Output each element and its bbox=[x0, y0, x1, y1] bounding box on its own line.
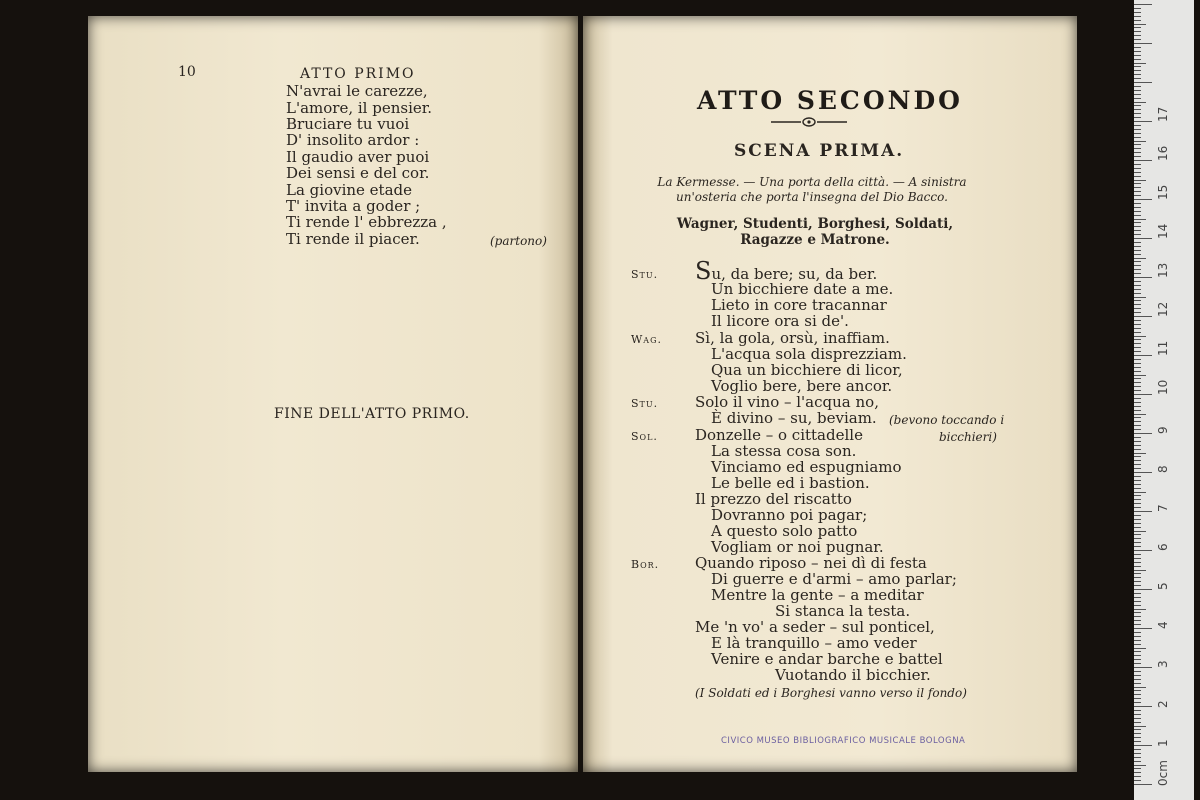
ruler-tick bbox=[1134, 437, 1141, 438]
ruler-tick bbox=[1134, 168, 1141, 169]
verse-line: E là tranquillo – amo veder bbox=[711, 634, 917, 652]
ruler-tick bbox=[1134, 480, 1141, 481]
ruler-tick bbox=[1134, 640, 1141, 641]
ruler-tick bbox=[1134, 148, 1141, 149]
library-stamp: CIVICO MUSEO BIBLIOGRAFICO MUSICALE BOLOGNA bbox=[721, 736, 966, 746]
ruler-tick bbox=[1134, 258, 1146, 259]
verse-line: Voglio bere, bere ancor. bbox=[711, 377, 893, 395]
verse-line: Dovranno poi pagar; bbox=[711, 506, 868, 524]
verse-line: Solo il vino – l'acqua no, bbox=[695, 393, 879, 411]
ruler-tick bbox=[1134, 445, 1141, 446]
ruler-tick bbox=[1134, 472, 1152, 473]
verse-line: Un bicchiere date a me. bbox=[711, 280, 894, 298]
ruler-tick bbox=[1134, 492, 1146, 493]
ruler-tick bbox=[1134, 180, 1146, 181]
ruler-tick bbox=[1134, 164, 1141, 165]
verse-line: T' invita a goder ; bbox=[286, 197, 421, 215]
ruler-tick bbox=[1134, 51, 1141, 52]
ruler-tick bbox=[1134, 745, 1152, 746]
ruler-tick bbox=[1134, 316, 1152, 317]
ruler-tick bbox=[1134, 339, 1141, 340]
ruler-label: 3 bbox=[1156, 660, 1170, 668]
ruler-tick bbox=[1134, 102, 1146, 103]
ruler-tick bbox=[1134, 199, 1152, 200]
ruler-tick bbox=[1134, 675, 1141, 676]
ruler-tick bbox=[1134, 273, 1141, 274]
ruler-tick bbox=[1134, 429, 1141, 430]
ruler-tick bbox=[1134, 616, 1141, 617]
ruler-tick bbox=[1134, 324, 1141, 325]
drop-cap: S bbox=[695, 257, 712, 285]
ruler-tick bbox=[1134, 503, 1141, 504]
ruler-tick bbox=[1134, 55, 1141, 56]
ruler-tick bbox=[1134, 546, 1141, 547]
ruler-tick bbox=[1134, 667, 1152, 668]
ruler-tick bbox=[1134, 737, 1141, 738]
ruler-tick bbox=[1134, 698, 1141, 699]
ruler-tick bbox=[1134, 308, 1141, 309]
ruler-tick bbox=[1134, 195, 1141, 196]
ruler-label: 5 bbox=[1156, 582, 1170, 590]
ruler-tick bbox=[1134, 66, 1141, 67]
ruler-tick bbox=[1134, 289, 1141, 290]
ruler-tick bbox=[1134, 176, 1141, 177]
ruler-tick bbox=[1134, 566, 1141, 567]
ruler-tick bbox=[1134, 550, 1152, 551]
running-head: ATTO PRIMO bbox=[300, 66, 416, 82]
ruler-tick bbox=[1134, 464, 1141, 465]
ruler-tick bbox=[1134, 722, 1141, 723]
stage-direction: (partono) bbox=[490, 234, 547, 248]
ruler-tick bbox=[1134, 24, 1146, 25]
speaker-label: Sol. bbox=[631, 430, 658, 443]
end-of-act-note: FINE DELL'ATTO PRIMO. bbox=[274, 406, 470, 422]
ruler-tick bbox=[1134, 780, 1141, 781]
verse-line: Su, da bere; su, da ber. bbox=[695, 257, 878, 285]
ruler-tick bbox=[1134, 694, 1141, 695]
verse-line: Il licore ora si de'. bbox=[711, 312, 849, 330]
ruler-tick bbox=[1134, 402, 1141, 403]
ruler-tick bbox=[1134, 417, 1141, 418]
ruler-tick bbox=[1134, 265, 1141, 266]
ruler-tick bbox=[1134, 714, 1141, 715]
ruler-tick bbox=[1134, 527, 1141, 528]
ruler-tick bbox=[1134, 761, 1141, 762]
verse-line: Me 'n vo' a seder – sul ponticel, bbox=[695, 618, 935, 636]
ruler-tick bbox=[1134, 749, 1141, 750]
ruler-tick bbox=[1134, 242, 1141, 243]
ruler-tick bbox=[1134, 702, 1141, 703]
ruler-tick bbox=[1134, 121, 1152, 122]
ruler-tick bbox=[1134, 648, 1146, 649]
verse-line: Quando riposo – nei dì di festa bbox=[695, 554, 927, 572]
verse-line: Bruciare tu vuoi bbox=[286, 115, 410, 133]
ruler-tick bbox=[1134, 359, 1141, 360]
ruler-tick bbox=[1134, 620, 1141, 621]
ruler-tick bbox=[1134, 577, 1141, 578]
ruler-tick bbox=[1134, 663, 1141, 664]
ruler-tick bbox=[1134, 488, 1141, 489]
ruler-tick bbox=[1134, 562, 1141, 563]
ruler-tick bbox=[1134, 250, 1141, 251]
ruler-tick bbox=[1134, 456, 1141, 457]
ruler-tick bbox=[1134, 343, 1141, 344]
ruler-tick bbox=[1134, 378, 1141, 379]
ruler-tick bbox=[1134, 203, 1141, 204]
ruler-tick bbox=[1134, 277, 1152, 278]
ruler-tick bbox=[1134, 43, 1152, 44]
ruler-tick bbox=[1134, 410, 1141, 411]
ruler-tick bbox=[1134, 300, 1141, 301]
characters-list: Wagner, Studenti, Borghesi, Soldati, bbox=[676, 216, 954, 232]
ruler-tick bbox=[1134, 90, 1141, 91]
ruler-tick bbox=[1134, 254, 1141, 255]
ruler-tick bbox=[1134, 113, 1141, 114]
ruler-tick bbox=[1134, 78, 1141, 79]
ruler-tick bbox=[1134, 371, 1141, 372]
stage-direction: (bevono toccando i bbox=[889, 413, 1005, 427]
verse-line: D' insolito ardor : bbox=[286, 131, 420, 149]
ruler-tick bbox=[1134, 710, 1141, 711]
ruler-tick bbox=[1134, 468, 1141, 469]
verse-line: A questo solo patto bbox=[711, 522, 858, 540]
ruler-tick bbox=[1134, 495, 1141, 496]
ruler-tick bbox=[1134, 515, 1141, 516]
ruler-label: 10 bbox=[1156, 379, 1170, 395]
ruler-tick bbox=[1134, 160, 1152, 161]
ruler-tick bbox=[1134, 484, 1141, 485]
ruler-tick bbox=[1134, 35, 1141, 36]
ruler-label: 16 bbox=[1156, 145, 1170, 161]
ruler-tick bbox=[1134, 86, 1141, 87]
verse-line: Lieto in core tracannar bbox=[711, 296, 887, 314]
ruler-tick bbox=[1134, 511, 1152, 512]
ruler-label: 0cm bbox=[1156, 760, 1170, 786]
ruler-tick bbox=[1134, 398, 1141, 399]
ruler-tick bbox=[1134, 519, 1141, 520]
verse-line: Vinciamo ed espugniamo bbox=[711, 458, 902, 476]
verse-line: Si stanca la testa. bbox=[775, 602, 911, 620]
ruler-tick bbox=[1134, 706, 1152, 707]
ruler-tick bbox=[1134, 425, 1141, 426]
ruler-tick bbox=[1134, 449, 1141, 450]
ruler-tick bbox=[1134, 183, 1141, 184]
ruler-tick bbox=[1134, 421, 1141, 422]
verse-line: Le belle ed i bastion. bbox=[711, 474, 870, 492]
ruler-label: 13 bbox=[1156, 262, 1170, 278]
act-title: ATTO SECONDO bbox=[697, 86, 963, 115]
ruler-tick bbox=[1134, 741, 1141, 742]
ruler-tick bbox=[1134, 441, 1141, 442]
ruler-label: 1 bbox=[1156, 739, 1170, 747]
ruler-label: 12 bbox=[1156, 301, 1170, 317]
ruler-label: 4 bbox=[1156, 621, 1170, 629]
verse-line: Ti rende il piacer. bbox=[286, 230, 420, 248]
ruler-tick bbox=[1134, 581, 1141, 582]
ruler-tick bbox=[1134, 538, 1141, 539]
ruler-tick bbox=[1134, 328, 1141, 329]
verse-line: È divino – su, beviam. bbox=[711, 409, 877, 427]
ruler-label: 11 bbox=[1156, 340, 1170, 356]
ruler-tick bbox=[1134, 234, 1141, 235]
ruler-label: 17 bbox=[1156, 106, 1170, 122]
measurement-ruler bbox=[1134, 0, 1194, 800]
setting-line: La Kermesse. — Una porta della città. — A sinistra bbox=[657, 175, 967, 189]
ruler-tick bbox=[1134, 363, 1141, 364]
verse-line: N'avrai le carezze, bbox=[286, 82, 428, 100]
ruler-tick bbox=[1134, 687, 1146, 688]
ruler-tick bbox=[1134, 16, 1141, 17]
verse-line: L'acqua sola disprezziam. bbox=[711, 345, 907, 363]
verse-line: Vuotando il bicchier. bbox=[775, 666, 931, 684]
ruler-tick bbox=[1134, 753, 1141, 754]
ruler-tick bbox=[1134, 476, 1141, 477]
ruler-tick bbox=[1134, 70, 1141, 71]
right-page bbox=[583, 16, 1077, 772]
ruler-tick bbox=[1134, 507, 1141, 508]
ruler-tick bbox=[1134, 246, 1141, 247]
ruler-tick bbox=[1134, 269, 1141, 270]
ruler-tick bbox=[1134, 784, 1152, 785]
ruler-tick bbox=[1134, 39, 1141, 40]
ruler-tick bbox=[1134, 129, 1141, 130]
speaker-label: Wag. bbox=[631, 333, 662, 346]
ruler-label: 9 bbox=[1156, 426, 1170, 434]
ruler-tick bbox=[1134, 605, 1141, 606]
speaker-label: Stu. bbox=[631, 397, 659, 410]
ruler-label: 8 bbox=[1156, 465, 1170, 473]
ruler-tick bbox=[1134, 636, 1141, 637]
verse-line: Qua un bicchiere di licor, bbox=[711, 361, 903, 379]
verse-line: Vogliam or noi pugnar. bbox=[711, 538, 884, 556]
ruler-label: 7 bbox=[1156, 504, 1170, 512]
ruler-tick bbox=[1134, 191, 1141, 192]
ruler-tick bbox=[1134, 187, 1141, 188]
ruler-tick bbox=[1134, 644, 1141, 645]
speaker-label: Bor. bbox=[631, 558, 660, 571]
ruler-tick bbox=[1134, 683, 1141, 684]
ruler-tick bbox=[1134, 433, 1152, 434]
ruler-tick bbox=[1134, 137, 1141, 138]
ruler-tick bbox=[1134, 573, 1141, 574]
ruler-tick bbox=[1134, 757, 1141, 758]
ruler-tick bbox=[1134, 351, 1141, 352]
ruler-tick bbox=[1134, 768, 1141, 769]
ruler-tick bbox=[1134, 109, 1141, 110]
ruler-tick bbox=[1134, 632, 1141, 633]
ruler-tick bbox=[1134, 523, 1141, 524]
ruler-tick bbox=[1134, 47, 1141, 48]
ruler-tick bbox=[1134, 671, 1141, 672]
ruler-tick bbox=[1134, 172, 1141, 173]
ruler-tick bbox=[1134, 733, 1141, 734]
ruler-tick bbox=[1134, 20, 1141, 21]
ruler-tick bbox=[1134, 776, 1141, 777]
ruler-tick bbox=[1134, 117, 1141, 118]
ruler-tick bbox=[1134, 460, 1141, 461]
ruler-tick bbox=[1134, 531, 1146, 532]
ruler-tick bbox=[1134, 12, 1141, 13]
verse-line: Ti rende l' ebbrezza , bbox=[286, 213, 447, 231]
ruler-tick bbox=[1134, 386, 1141, 387]
ruler-tick bbox=[1134, 141, 1146, 142]
ruler-label: 15 bbox=[1156, 184, 1170, 200]
ruler-tick bbox=[1134, 542, 1141, 543]
ruler-tick bbox=[1134, 98, 1141, 99]
ruler-tick bbox=[1134, 382, 1141, 383]
ruler-tick bbox=[1134, 765, 1146, 766]
ruler-tick bbox=[1134, 207, 1141, 208]
ruler-tick bbox=[1134, 4, 1152, 5]
ruler-tick bbox=[1134, 27, 1141, 28]
ruler-tick bbox=[1134, 144, 1141, 145]
ruler-tick bbox=[1134, 718, 1141, 719]
ruler-tick bbox=[1134, 406, 1141, 407]
ruler-tick bbox=[1134, 152, 1141, 153]
verse-line: Il gaudio aver puoi bbox=[286, 148, 430, 166]
ruler-tick bbox=[1134, 133, 1141, 134]
ruler-tick bbox=[1134, 609, 1146, 610]
ruler-tick bbox=[1134, 230, 1141, 231]
ruler-tick bbox=[1134, 534, 1141, 535]
ruler-tick bbox=[1134, 82, 1152, 83]
ruler-tick bbox=[1134, 312, 1141, 313]
ruler-tick bbox=[1134, 74, 1141, 75]
ruler-tick bbox=[1134, 558, 1141, 559]
ruler-tick bbox=[1134, 293, 1141, 294]
ruler-tick bbox=[1134, 655, 1141, 656]
stage-direction: bicchieri) bbox=[939, 430, 997, 444]
verse-line: Donzelle – o cittadelle bbox=[695, 426, 863, 444]
ruler-tick bbox=[1134, 125, 1141, 126]
ruler-tick bbox=[1134, 156, 1141, 157]
ruler-tick bbox=[1134, 414, 1146, 415]
ruler-tick bbox=[1134, 297, 1146, 298]
ruler-label: 6 bbox=[1156, 543, 1170, 551]
ruler-tick bbox=[1134, 219, 1146, 220]
ruler-tick bbox=[1134, 320, 1141, 321]
ruler-tick bbox=[1134, 31, 1141, 32]
ruler-tick bbox=[1134, 367, 1141, 368]
ruler-tick bbox=[1134, 612, 1141, 613]
verse-line: Venire e andar barche e battel bbox=[711, 650, 943, 668]
ruler-tick bbox=[1134, 679, 1141, 680]
verse-line: Il prezzo del riscatto bbox=[695, 490, 852, 508]
ruler-tick bbox=[1134, 394, 1152, 395]
page-number: 10 bbox=[178, 64, 196, 80]
ruler-label: 14 bbox=[1156, 223, 1170, 239]
ruler-tick bbox=[1134, 651, 1141, 652]
ruler-tick bbox=[1134, 215, 1141, 216]
ruler-tick bbox=[1134, 222, 1141, 223]
ruler-tick bbox=[1134, 285, 1141, 286]
verse-line: Di guerre e d'armi – amo parlar; bbox=[711, 570, 957, 588]
ruler-tick bbox=[1134, 63, 1146, 64]
verse-line: La giovine etade bbox=[286, 181, 413, 199]
ruler-tick bbox=[1134, 336, 1146, 337]
ornament-divider bbox=[769, 116, 849, 128]
ruler-tick bbox=[1134, 499, 1141, 500]
speaker-label: Stu. bbox=[631, 268, 659, 281]
verse-line: Sì, la gola, orsù, inaffiam. bbox=[695, 329, 890, 347]
ruler-tick bbox=[1134, 304, 1141, 305]
ruler-tick bbox=[1134, 726, 1146, 727]
ruler-tick bbox=[1134, 238, 1152, 239]
ruler-tick bbox=[1134, 601, 1141, 602]
ruler-tick bbox=[1134, 570, 1146, 571]
ruler-tick bbox=[1134, 8, 1141, 9]
ruler-tick bbox=[1134, 375, 1146, 376]
verse-line: Dei sensi e del cor. bbox=[286, 164, 430, 182]
ruler-tick bbox=[1134, 390, 1141, 391]
ruler-tick bbox=[1134, 226, 1141, 227]
ruler-tick bbox=[1134, 772, 1141, 773]
verse-line: L'amore, il pensier. bbox=[286, 99, 433, 117]
ruler-tick bbox=[1134, 628, 1152, 629]
ruler-tick bbox=[1134, 453, 1146, 454]
ruler-tick bbox=[1134, 355, 1152, 356]
stage-direction: (I Soldati ed i Borghesi vanno verso il fondo) bbox=[695, 686, 967, 700]
ruler-tick bbox=[1134, 690, 1141, 691]
ruler-tick bbox=[1134, 59, 1141, 60]
ruler-tick bbox=[1134, 261, 1141, 262]
ruler-label: 2 bbox=[1156, 700, 1170, 708]
ruler-tick bbox=[1134, 94, 1141, 95]
left-page bbox=[88, 16, 578, 772]
ruler-tick bbox=[1134, 281, 1141, 282]
ruler-tick bbox=[1134, 593, 1141, 594]
ruler-tick bbox=[1134, 211, 1141, 212]
ruler-tick bbox=[1134, 589, 1152, 590]
ruler-tick bbox=[1134, 554, 1141, 555]
ruler-tick bbox=[1134, 585, 1141, 586]
verse-line: La stessa cosa son. bbox=[711, 442, 857, 460]
scene-title: SCENA PRIMA. bbox=[734, 141, 905, 161]
ruler-tick bbox=[1134, 624, 1141, 625]
ruler-tick bbox=[1134, 347, 1141, 348]
setting-line: un'osteria che porta l'insegna del Dio Bacco. bbox=[676, 190, 948, 204]
ruler-tick bbox=[1134, 105, 1141, 106]
characters-list: Ragazze e Matrone. bbox=[740, 232, 890, 248]
verse-line: Mentre la gente – a meditar bbox=[711, 586, 924, 604]
ruler-tick bbox=[1134, 332, 1141, 333]
ruler-tick bbox=[1134, 597, 1141, 598]
ruler-tick bbox=[1134, 729, 1141, 730]
ruler-tick bbox=[1134, 659, 1141, 660]
